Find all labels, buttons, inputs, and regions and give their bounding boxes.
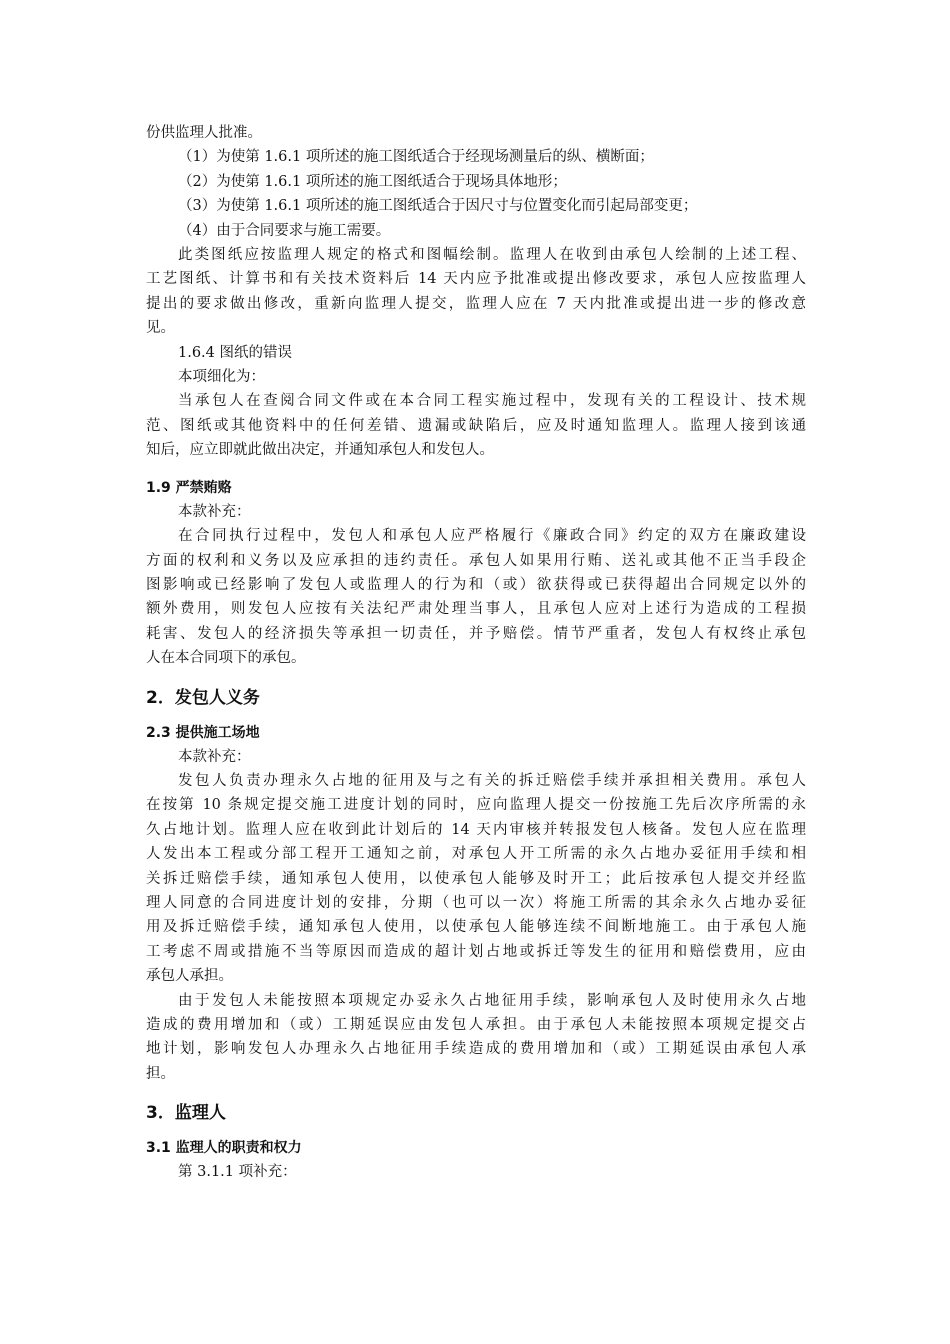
chapter-heading-3: 3．监理人: [146, 1103, 226, 1124]
text-line: 工考虑不周或措施不当等原因而造成的超计划占地或拆迁等发生的征用和赔偿费用，应由: [146, 943, 806, 960]
text-line: 本款补充：: [178, 748, 251, 765]
text-line: 造成的费用增加和（或）工期延误应由发包人承担。由于承包人未能按照本项规定提交占: [146, 1017, 806, 1033]
text-line: 份供监理人批准。: [146, 125, 262, 141]
text-line: 知后，应立即就此做出决定，并通知承包人和发包人。: [146, 442, 494, 459]
clause-note: [146, 365, 806, 389]
text-line: （2）为使第 1.6.1 项所述的施工图纸适合于现场具体地形；: [178, 173, 567, 190]
clause-heading-1-6-4: [146, 341, 806, 365]
text-line: 承包人承担。: [146, 968, 233, 985]
text-line: 在合同执行过程中，发包人和承包人应严格履行《廉政合同》约定的双方在廉政建设: [178, 528, 806, 545]
text-line: 提出的要求做出修改，重新向监理人提交，监理人应在 7 天内批准或提出进一步的修改意: [146, 295, 806, 312]
text-line: 地计划，影响发包人办理永久占地征用手续造成的费用增加和（或）工期延误由承包人承: [146, 1041, 806, 1058]
text-line: 在按第 10 条规定提交施工进度计划的同时，应向监理人提交一份按施工先后次序所需的永: [146, 797, 806, 814]
list-item-2: [146, 170, 806, 194]
text-line: 由于发包人未能按照本项规定办妥永久占地征用手续，影响承包人及时使用永久占地: [178, 992, 806, 1009]
text-line: 当承包人在查阅合同文件或在本合同工程实施过程中，发现有关的工程设计、技术规: [178, 393, 806, 410]
text-line: 见。: [146, 320, 175, 337]
text-line: 关拆迁赔偿手续，通知承包人使用，以使承包人能够及时开工；此后按承包人提交并经监: [146, 870, 806, 887]
clause-note: [146, 1160, 806, 1184]
text-line: 用及拆迁赔偿手续，通知承包人使用，以使承包人能够连续不间断地施工。由于承包人施: [146, 919, 806, 936]
paragraph-delay-liability: [146, 989, 806, 1087]
document-body: [146, 121, 806, 1185]
section-heading-3-1: 3.1 监理人的职责和权力: [146, 1140, 302, 1157]
paragraph-anti-bribery: [146, 524, 806, 670]
text-line: 额外费用，则发包人应按有关法纪严肃处理当事人，且承包人应对上述行为造成的工程损: [146, 601, 806, 618]
text-line: 发包人负责办理永久占地的征用及与之有关的拆迁赔偿手续并承担相关费用。承包人: [178, 772, 806, 789]
text-line: 担。: [146, 1065, 175, 1082]
section-heading-1-9: 1.9 严禁贿赂: [146, 479, 232, 496]
paragraph-drawing-format: [146, 243, 806, 341]
list-item-1: [146, 145, 806, 169]
text-line: 图影响或已经影响了发包人或监理人的行为和（或）欲获得或已获得超出合同规定以外的: [146, 576, 806, 593]
text-line: 1.6.4 图纸的错误: [178, 344, 293, 361]
chapter-heading-2: 2．发包人义务: [146, 687, 260, 708]
text-line: （3）为使第 1.6.1 项所述的施工图纸适合于因尺寸与位置变化而引起局部变更；: [178, 198, 698, 215]
text-line: 理人同意的合同进度计划的安排，分期（也可以一次）将施工所需的其余永久占地办妥征: [146, 894, 806, 911]
clause-note: [146, 745, 806, 769]
text-line: 人在本合同项下的承包。: [146, 650, 306, 667]
paragraph-site-provision: [146, 769, 806, 989]
text-line: （4）由于合同要求与施工需要。: [178, 222, 391, 239]
text-line: 此类图纸应按监理人规定的格式和图幅绘制。监理人在收到由承包人绘制的上述工程、: [178, 247, 806, 264]
text-line: 耗害、发包人的经济损失等承担一切责任，并予赔偿。情节严重者，发包人有权终止承包: [146, 625, 806, 642]
list-item-3: [146, 194, 806, 218]
text-line: 本款补充：: [178, 503, 251, 520]
text-line: 方面的权利和义务以及应承担的违约责任。承包人如果用行贿、送礼或其他不正当手段企: [146, 552, 806, 569]
clause-note: [146, 500, 806, 524]
paragraph-drawing-errors: [146, 389, 806, 462]
section-heading-2-3: 2.3 提供施工场地: [146, 724, 260, 741]
text-line: 工艺图纸、计算书和有关技术资料后 14 天内应予批准或提出修改要求，承包人应按监理人: [146, 271, 806, 288]
text-line: 范、图纸或其他资料中的任何差错、遗漏或缺陷后，应及时通知监理人。监理人接到该通: [146, 417, 806, 434]
text-line: 本项细化为：: [178, 369, 265, 386]
text-line: 久占地计划。监理人应在收到此计划后的 14 天内审核并转报发包人核备。发包人应在监理: [146, 821, 806, 838]
text-line: 第 3.1.1 项补充：: [178, 1164, 297, 1181]
paragraph-continuation: [146, 121, 806, 145]
text-line: （1）为使第 1.6.1 项所述的施工图纸适合于经现场测量后的纵、横断面；: [178, 149, 654, 166]
text-line: 人发出本工程或分部工程开工通知之前，对承包人开工所需的永久占地办妥征用手续和相: [146, 846, 806, 863]
list-item-4: [146, 219, 806, 243]
